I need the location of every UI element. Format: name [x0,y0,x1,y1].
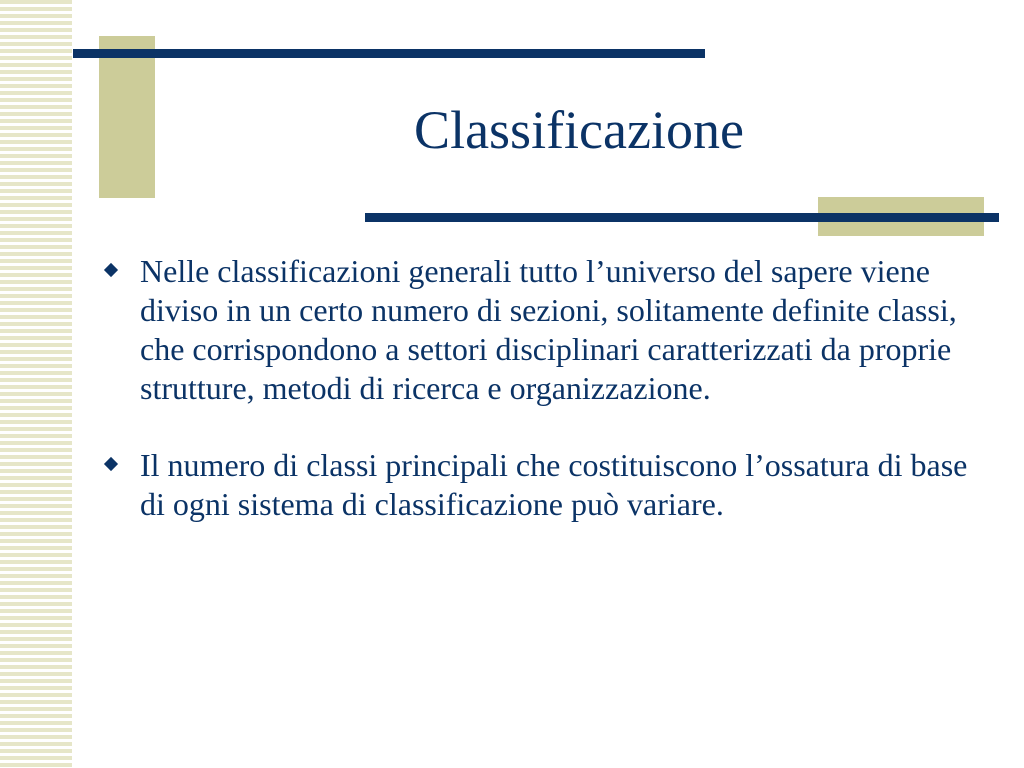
bullet-text: Il numero di classi principali che costituiscono l’ossatura di base di ogni sistema di classificazione può variare. [140,447,968,522]
decorative-stripes [0,0,72,768]
diamond-bullet-icon [104,263,118,277]
diamond-bullet-icon [104,457,118,471]
decorative-block-top [99,36,155,198]
decorative-bar-bottom [365,213,999,222]
bullet-list [104,252,984,524]
bullet-text: Nelle classificazioni generali tutto l’universo del sapere viene diviso in un certo numero di sezioni, solitamente definite classi, che corrispondono a settori disciplinari caratterizzati da proprie strutture, metodi di ricerca e organizzazione. [140,253,957,406]
slide-title: Classificazione [414,100,744,160]
bullet-item [104,252,984,408]
bullet-item [104,446,984,524]
decorative-bar-top [73,49,705,58]
